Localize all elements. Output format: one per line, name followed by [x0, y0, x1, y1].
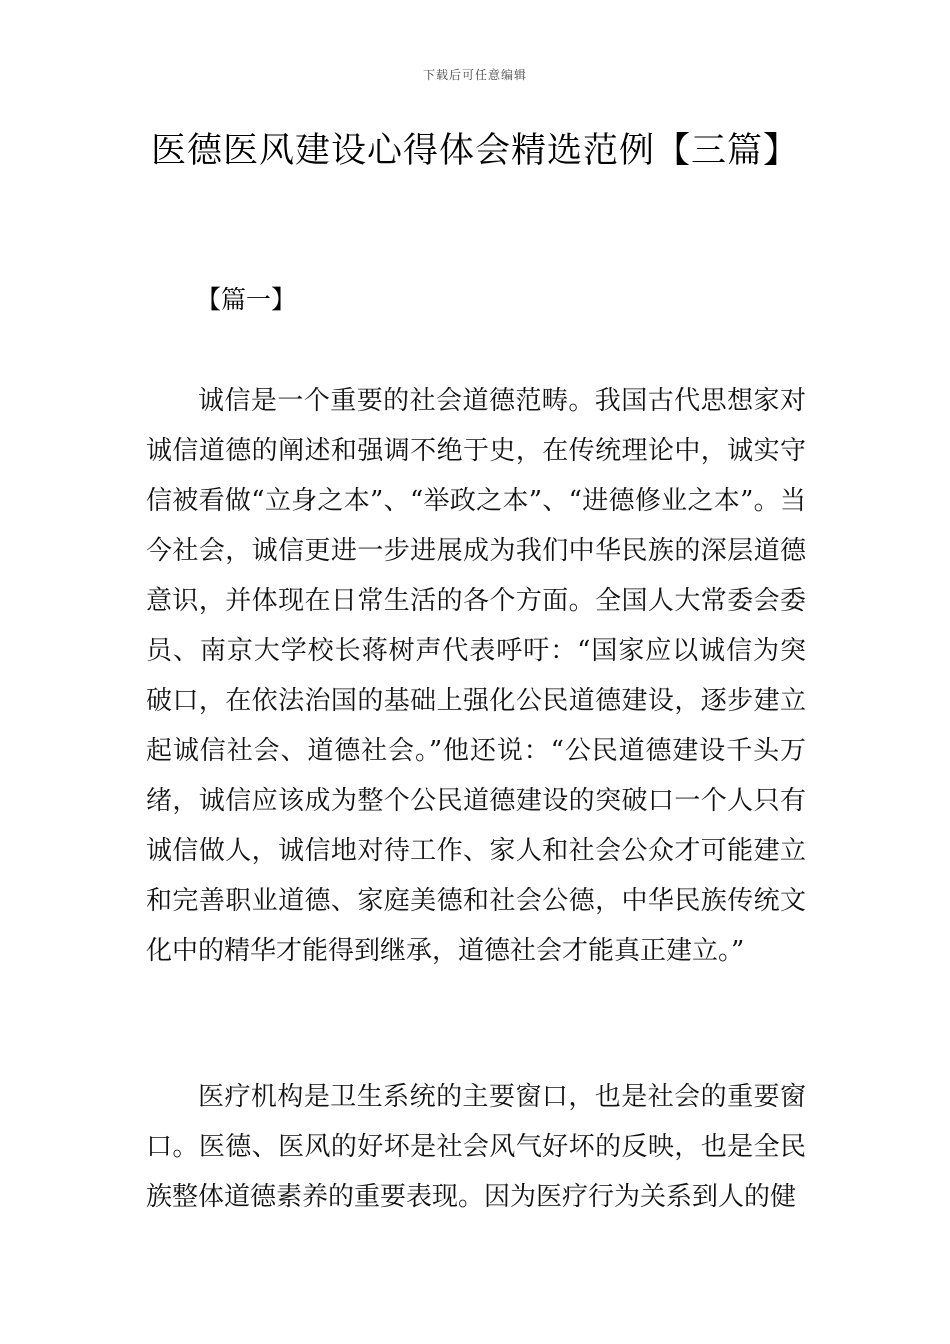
- section-label: 【篇一】: [196, 285, 297, 314]
- body-paragraph-2: 医疗机构是卫生系统的主要窗口，也是社会的重要窗口。医德、医风的好坏是社会风气好坏的反映，也是全民族整体道德素养的重要表现。因为医疗行为关系到人的健: [146, 1082, 806, 1212]
- page-title: 医德医风建设心得体会精选范例【三篇】: [150, 131, 799, 171]
- body-paragraph-1: 诚信是一个重要的社会道德范畴。我国古代思想家对诚信道德的阐述和强调不绝于史，在传统理论中，诚实守信被看做“立身之本”、“举政之本”、“进德修业之本”。当今社会，诚信更进一步进展成为我们中华民族的深层道德意识，并体现在日常生活的各个方面。全国人大常委会委员、南京大学校长蒋树声代表呼吁：“国家应以诚信为突破口，在依法治国的基础上强化公民道德建设，逐步建立起诚信社会、道德社会。”他还说：“公民道德建设千头万绪，诚信应该成为整个公民道德建设的突破口一个人只有诚信做人，诚信地对待工作、家人和社会公众才可能建立和完善职业道德、家庭美德和社会公德，中华民族传统文化中的精华才能得到继承，道德社会才能真正建立。”: [146, 386, 806, 966]
- header-note: 下载后可任意编辑: [422, 68, 527, 82]
